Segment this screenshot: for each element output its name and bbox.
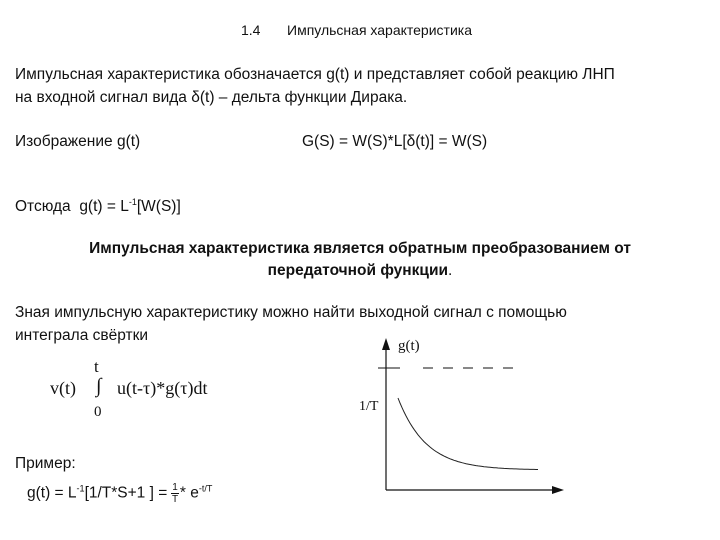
- hence-rhs: [W(S)]: [136, 198, 181, 215]
- hence-lhs: g(t) = L: [79, 198, 129, 215]
- convolution-lhs: v(t): [50, 378, 76, 398]
- example-frac-den: T: [172, 494, 179, 505]
- example-arg: [1/T*S+1 ] =: [84, 484, 168, 502]
- section-number: 1.4: [241, 22, 261, 38]
- convolution-integrand: u(t-τ)*g(τ)dt: [117, 378, 208, 398]
- integral-upper-limit: t: [94, 357, 99, 376]
- convolution-line-1: Зная импульсную характеристику можно найти выходной сигнал с помощью: [15, 304, 567, 321]
- example-exp-base: e: [190, 484, 199, 502]
- example-exp-pow: -t/T: [198, 483, 213, 494]
- y-axis-arrow: [382, 338, 390, 350]
- integral-sign: ∫: [96, 375, 102, 397]
- hence-sup: -1: [128, 197, 137, 207]
- image-formula: G(S) = W(S)*L[δ(t)] = W(S): [302, 133, 488, 150]
- intro-line-1: Импульсная характеристика обозначается g(t) и представляет собой реакцию ЛНП: [15, 66, 615, 83]
- statement-line-2: передаточной функции: [267, 262, 449, 279]
- example-star: *: [179, 484, 186, 502]
- example-label: Пример:: [15, 455, 76, 472]
- image-label: Изображение g(t): [15, 133, 141, 150]
- convolution-line-2: интеграла свёртки: [15, 327, 149, 344]
- example-frac-num: 1: [172, 482, 178, 493]
- intro-line-2: на входной сигнал вида δ(t) – дельта функции Дирака.: [15, 89, 408, 106]
- statement-line-1: Импульсная характеристика является обратным преобразованием от: [89, 240, 631, 257]
- y-axis-label: g(t): [398, 338, 420, 354]
- decay-curve: [398, 398, 538, 470]
- hence-label: Отсюда: [15, 198, 71, 215]
- section-title: Импульсная характеристика: [287, 22, 472, 38]
- tick-label: 1/T: [359, 399, 379, 414]
- x-axis-arrow: [552, 486, 564, 494]
- example-lhs: g(t) = L: [27, 484, 77, 502]
- statement-period: .: [448, 262, 453, 279]
- integral-lower-limit: 0: [94, 404, 102, 420]
- example-sup: -1: [76, 483, 85, 494]
